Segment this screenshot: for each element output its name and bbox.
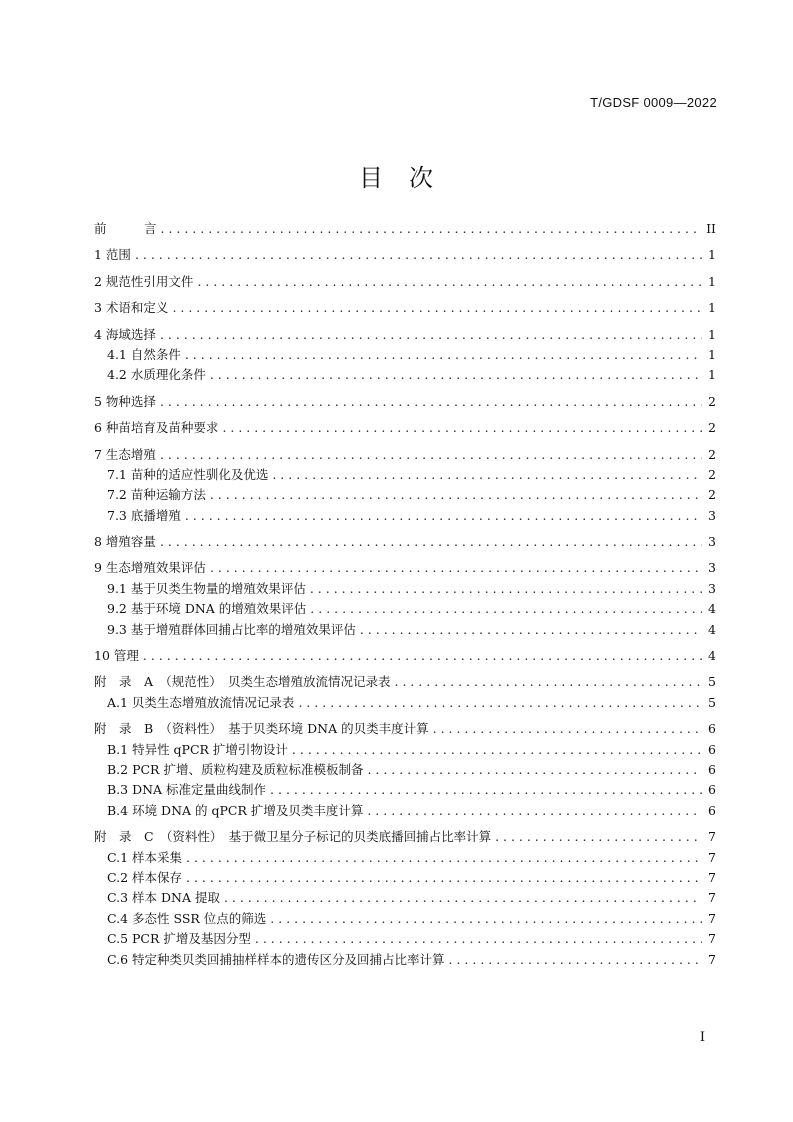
toc-entry[interactable] <box>94 345 716 365</box>
toc-leader-dots <box>135 245 702 265</box>
toc-entry-label: 附 录 A （规范性） 贝类生态增殖放流情况记录表 <box>94 674 391 690</box>
toc-entry-page: 1 <box>708 247 716 263</box>
toc-entry-page: 1 <box>708 367 716 383</box>
toc-entry[interactable] <box>94 392 716 412</box>
toc-entry-page: 5 <box>708 694 716 710</box>
toc-entry[interactable] <box>94 245 716 265</box>
toc-leader-dots <box>172 298 702 318</box>
toc-entry-page: 2 <box>708 393 716 409</box>
toc-entry-label: B.1 特异性 qPCR 扩增引物设计 <box>107 741 288 757</box>
toc-entry-page: II <box>706 221 716 236</box>
toc-entry-page: 3 <box>708 580 716 596</box>
toc-entry-label: C.2 样本保存 <box>107 869 183 885</box>
table-of-contents <box>94 219 716 970</box>
toc-entry-page: 6 <box>708 741 716 757</box>
toc-entry-page: 5 <box>708 674 716 690</box>
toc-entry-page: 7 <box>708 910 716 926</box>
toc-entry-label: 5 物种选择 <box>94 393 156 409</box>
toc-entry-page: 6 <box>708 721 716 737</box>
toc-entry-label: C.5 PCR 扩增及基因分型 <box>107 931 251 947</box>
toc-entry[interactable] <box>94 620 716 640</box>
toc-leader-dots <box>270 780 702 800</box>
toc-entry-page: 4 <box>708 621 716 637</box>
toc-entry-page: 2 <box>708 420 716 436</box>
toc-entry[interactable] <box>94 693 716 713</box>
toc-entry[interactable] <box>94 848 716 868</box>
toc-entry[interactable] <box>94 558 716 578</box>
toc-entry[interactable] <box>94 365 716 385</box>
toc-leader-dots <box>222 418 702 438</box>
toc-entry-label: 4.2 水质理化条件 <box>107 367 206 383</box>
toc-entry-page: 2 <box>708 446 716 462</box>
toc-entry[interactable] <box>94 298 716 318</box>
toc-entry[interactable] <box>94 929 716 949</box>
toc-leader-dots <box>143 646 702 666</box>
toc-entry[interactable] <box>94 445 716 465</box>
toc-entry-page: 6 <box>708 802 716 818</box>
toc-leader-dots <box>310 579 702 599</box>
toc-entry[interactable] <box>94 760 716 780</box>
toc-entry-page: 3 <box>708 534 716 550</box>
toc-leader-dots <box>224 888 702 908</box>
toc-leader-dots <box>210 485 702 505</box>
toc-entry-page: 3 <box>708 507 716 523</box>
toc-leader-dots <box>185 345 702 365</box>
toc-entry[interactable] <box>94 325 716 345</box>
toc-entry-label: 7.3 底播增殖 <box>107 507 181 523</box>
toc-leader-dots <box>185 506 702 526</box>
toc-leader-dots <box>360 620 702 640</box>
toc-entry[interactable] <box>94 909 716 929</box>
toc-leader-dots <box>367 801 702 821</box>
toc-entry-page: 7 <box>708 869 716 885</box>
toc-entry[interactable] <box>94 719 716 739</box>
toc-leader-dots <box>186 848 702 868</box>
toc-entry-page: 4 <box>708 648 716 664</box>
toc-entry-label: 4.1 自然条件 <box>107 346 181 362</box>
toc-entry-label: A.1 贝类生态增殖放流情况记录表 <box>107 694 295 710</box>
toc-entry-label: 9.3 基于增殖群体回捕占比率的增殖效果评估 <box>107 621 356 637</box>
toc-entry[interactable] <box>94 418 716 438</box>
toc-entry-label: 1 范围 <box>94 247 131 263</box>
toc-entry-page: 6 <box>708 782 716 798</box>
toc-entry[interactable] <box>94 827 716 847</box>
toc-entry-page: 7 <box>708 931 716 947</box>
toc-entry[interactable] <box>94 950 716 970</box>
toc-entry[interactable] <box>94 888 716 908</box>
toc-entry[interactable] <box>94 465 716 485</box>
toc-entry-page: 2 <box>708 466 716 482</box>
toc-entry-page: 1 <box>708 300 716 316</box>
toc-entry[interactable] <box>94 868 716 888</box>
toc-leader-dots <box>255 929 702 949</box>
toc-entry[interactable] <box>94 485 716 505</box>
toc-leader-dots <box>160 445 702 465</box>
toc-entry-page: 6 <box>708 761 716 777</box>
toc-leader-dots <box>272 465 702 485</box>
toc-entry[interactable] <box>94 780 716 800</box>
toc-leader-dots <box>160 325 702 345</box>
toc-entry[interactable] <box>94 506 716 526</box>
document-code: T/GDSF 0009—2022 <box>590 95 717 110</box>
toc-entry[interactable] <box>94 272 716 292</box>
toc-entry-page: 7 <box>708 849 716 865</box>
toc-entry-label: 3 术语和定义 <box>94 300 169 316</box>
toc-entry[interactable] <box>94 801 716 821</box>
toc-leader-dots <box>449 950 702 970</box>
toc-entry-label: 6 种苗培育及苗种要求 <box>94 420 219 436</box>
toc-leader-dots <box>186 868 702 888</box>
toc-entry-label: 前 言 <box>94 221 157 236</box>
toc-entry-label: C.4 多态性 SSR 位点的筛选 <box>107 910 267 926</box>
toc-entry-label: 附 录 C （资料性） 基于微卫星分子标记的贝类底播回捕占比率计算 <box>94 829 492 845</box>
toc-leader-dots <box>367 760 702 780</box>
toc-entry-page: 3 <box>708 560 716 576</box>
toc-entry-label: 2 规范性引用文件 <box>94 273 194 289</box>
toc-entry-label: C.1 样本采集 <box>107 849 183 865</box>
toc-entry-label: 9 生态增殖效果评估 <box>94 560 206 576</box>
toc-entry-label: 9.2 基于环境 DNA 的增殖效果评估 <box>107 601 307 617</box>
toc-leader-dots <box>160 392 702 412</box>
toc-entry-page: 1 <box>708 273 716 289</box>
toc-entry[interactable] <box>94 740 716 760</box>
toc-entry-page: 7 <box>708 951 716 967</box>
toc-leader-dots <box>197 272 702 292</box>
toc-entry-page: 4 <box>708 601 716 617</box>
toc-entry[interactable] <box>94 646 716 666</box>
toc-entry-page: 1 <box>708 326 716 342</box>
page-number: I <box>699 1030 705 1045</box>
toc-entry[interactable] <box>94 532 716 552</box>
toc-leader-dots <box>270 909 702 929</box>
toc-entry-label: C.6 特定种类贝类回捕抽样样本的遗传区分及回捕占比率计算 <box>107 951 445 967</box>
toc-entry-page: 7 <box>708 829 716 845</box>
toc-entry-page: 1 <box>708 346 716 362</box>
toc-leader-dots <box>160 532 702 552</box>
toc-leader-dots <box>310 599 702 619</box>
toc-leader-dots <box>433 719 702 739</box>
toc-entry-label: 10 管理 <box>94 648 139 664</box>
toc-entry-label: 9.1 基于贝类生物量的增殖效果评估 <box>107 580 306 596</box>
toc-entry[interactable] <box>94 672 716 692</box>
toc-entry[interactable] <box>94 579 716 599</box>
toc-entry-label: 7 生态增殖 <box>94 446 156 462</box>
toc-entry-page: 7 <box>708 890 716 906</box>
toc-entry[interactable] <box>94 599 716 619</box>
toc-leader-dots <box>395 672 702 692</box>
toc-entry-label: 7.2 苗种运输方法 <box>107 487 206 503</box>
toc-entry-label: 附 录 B （资料性） 基于贝类环境 DNA 的贝类丰度计算 <box>94 721 429 737</box>
toc-entry-label: 4 海域选择 <box>94 326 156 342</box>
toc-entry-page: 2 <box>708 487 716 503</box>
toc-leader-dots <box>161 219 702 239</box>
page-title: 目 次 <box>359 164 434 192</box>
toc-entry[interactable] <box>94 219 716 239</box>
toc-entry-label: B.3 DNA 标准定量曲线制作 <box>107 782 267 798</box>
toc-leader-dots <box>210 365 702 385</box>
toc-leader-dots <box>292 740 702 760</box>
toc-entry-label: 7.1 苗种的适应性驯化及优选 <box>107 466 269 482</box>
toc-leader-dots <box>495 827 702 847</box>
toc-entry-label: B.2 PCR 扩增、质粒构建及质粒标准模板制备 <box>107 761 364 777</box>
toc-entry-label: 8 增殖容量 <box>94 534 156 550</box>
toc-leader-dots <box>210 558 702 578</box>
toc-entry-label: B.4 环境 DNA 的 qPCR 扩增及贝类丰度计算 <box>107 802 364 818</box>
toc-leader-dots <box>298 693 702 713</box>
toc-entry-label: C.3 样本 DNA 提取 <box>107 890 220 906</box>
